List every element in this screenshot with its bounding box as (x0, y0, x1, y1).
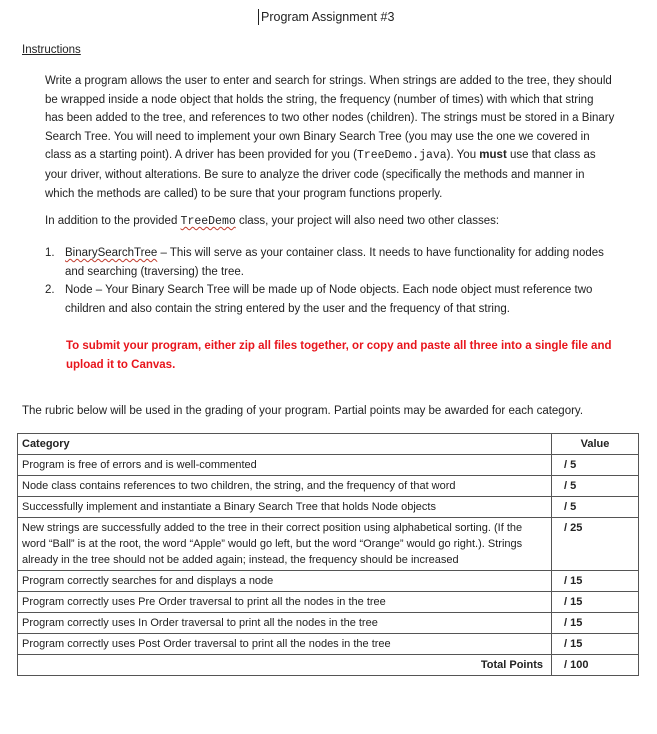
rubric-category: Successfully implement and instantiate a Binary Search Tree that holds Node objects (18, 497, 552, 518)
table-row (18, 476, 639, 497)
list-item-text: – Your Binary Search Tree will be made up of Node objects. Each node object must reference two children and also contain the string entered by the user and the frequency of that string. (65, 284, 593, 315)
total-points-label: Total Points (18, 655, 552, 676)
class-name-node: Node (65, 284, 93, 297)
category-header: Category (18, 434, 552, 455)
list-item (45, 244, 625, 281)
rubric-value: / 5 (552, 455, 639, 476)
table-row (18, 613, 639, 634)
rubric-intro: The rubric below will be used in the grading of your program. Partial points may be awarded for each category. (22, 405, 584, 417)
table-row (18, 634, 639, 655)
rubric-value: / 15 (552, 571, 639, 592)
instructions-paragraph (45, 72, 615, 203)
rubric-category: Program is free of errors and is well-commented (18, 455, 552, 476)
total-row (18, 655, 639, 676)
treedemo-class-name: TreeDemo (180, 215, 236, 228)
value-header: Value (552, 434, 639, 455)
list-item-text: – This will serve as your container class. It needs to have functionality for adding nodes and searching (traversing) the tree. (65, 247, 604, 278)
table-row (18, 571, 639, 592)
instructions-heading: Instructions (22, 44, 81, 56)
list-item (45, 281, 625, 318)
list-number: 2. (45, 284, 55, 297)
paragraph-text: class, your project will also need two other classes: (235, 215, 500, 227)
rubric-value: / 15 (552, 634, 639, 655)
classes-list (45, 244, 625, 318)
table-row (18, 497, 639, 518)
rubric-category: Program correctly searches for and displays a node (18, 571, 552, 592)
rubric-category: Program correctly uses Pre Order traversal to print all the nodes in the tree (18, 592, 552, 613)
list-number: 1. (45, 247, 55, 259)
rubric-category: Program correctly uses Post Order traversal to print all the nodes in the tree (18, 634, 552, 655)
rubric-value: / 5 (552, 497, 639, 518)
table-row (18, 455, 639, 476)
paragraph-text: ). You (446, 149, 480, 162)
rubric-category: New strings are successfully added to the tree in their correct position using alphabetical sorting. (If the word “Ball” is at the root, the word “Apple” would go left, but the word “Orange” would go right.). Strings already in the tree should not be added again; instead, the frequency should be increased (18, 518, 552, 571)
rubric-category: Program correctly uses In Order traversal to print all the nodes in the tree (18, 613, 552, 634)
rubric-value: / 15 (552, 592, 639, 613)
table-row (18, 518, 639, 571)
rubric-value: / 15 (552, 613, 639, 634)
rubric-category: Node class contains references to two children, the string, and the frequency of that word (18, 476, 552, 497)
rubric-table (17, 433, 639, 676)
document-title: Program Assignment #3 (258, 9, 394, 25)
paragraph-text: use that class as your driver, without alterations. Be sure to analyze the driver code (specifically the methods and manner in which the methods are called) to be sure that your program functions properly. (45, 149, 596, 200)
rubric-value: / 25 (552, 518, 639, 571)
table-row (18, 592, 639, 613)
emphasis-must: must (479, 149, 507, 162)
table-header-row (18, 434, 639, 455)
driver-filename: TreeDemo.java (356, 149, 447, 163)
total-points-value: / 100 (552, 655, 639, 676)
paragraph-text: Write a program allows the user to enter and search for strings. When strings are added to the tree, they should be wrapped inside a node object that holds the string, the frequency (number of times) with which that string has been added to the tree, and references to two other nodes (children). The strings must be stored in a Binary Search Tree. You will need to implement your own Binary Search Tree (you may use the one we covered in class as a starting point). A driver has been provided for you ( (45, 75, 615, 162)
submission-note: To submit your program, either zip all files together, or copy and paste all three into a single file and upload it to Canvas. (66, 340, 612, 371)
class-name-bst: BinarySearchTree (65, 247, 158, 259)
paragraph-text: In addition to the provided (45, 215, 181, 227)
classes-paragraph (45, 212, 615, 232)
rubric-value: / 5 (552, 476, 639, 497)
